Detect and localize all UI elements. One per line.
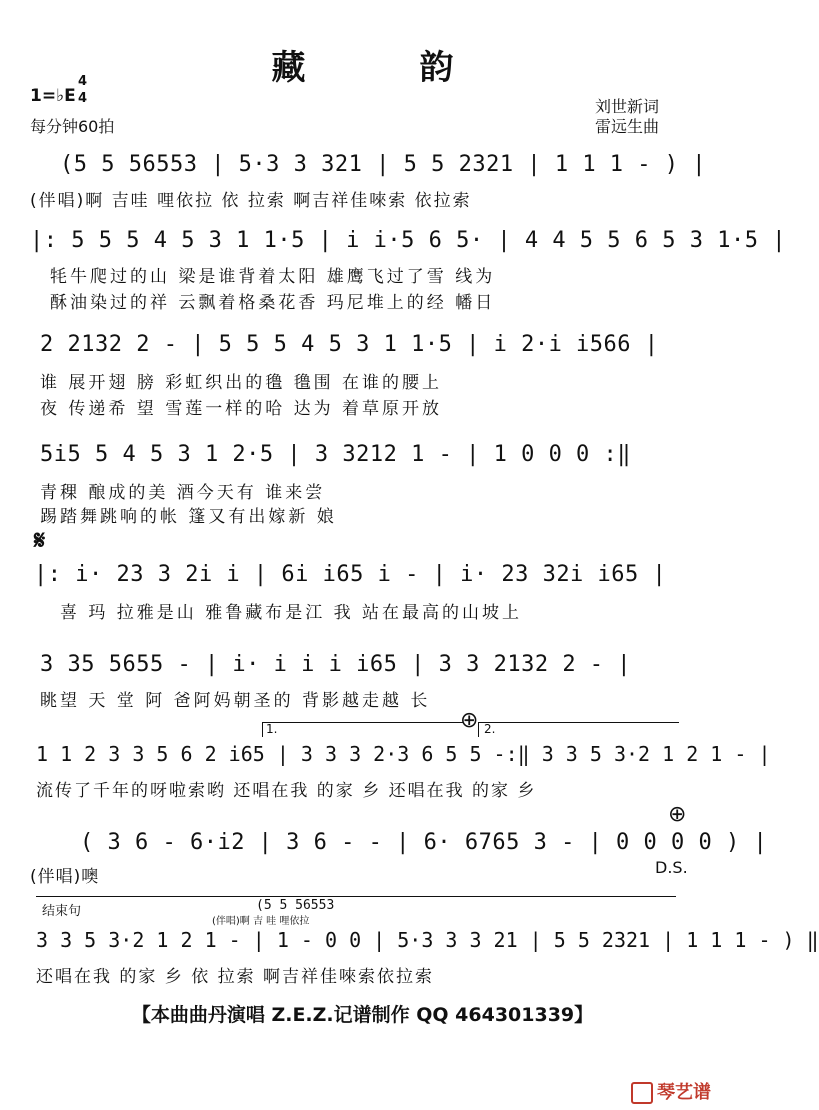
notation-row-3: 2 2132 2 - | 5 5 5 4 5 3 1 1·5 | i 2·i i566 | [40,332,659,357]
lyric-row-2-verse-1: 牦牛爬过的山 梁是谁背着太阳 雄鹰飞过了雪 线为 [50,267,496,287]
first-ending-bracket [262,722,463,737]
lyric-row-7: 流传了千年的呀啦索哟 还唱在我 的家 乡 还唱在我 的家 乡 [36,781,537,801]
lyric-row-4-verse-1: 青稞 酿成的美 酒今天有 谁来尝 [40,483,326,503]
notation-row-2: |: 5 5 5 4 5 3 1 1·5 | i i·5 6 5· | 4 4 5 5 6 5 3 1·5 | [30,228,786,253]
final-section-label: 结束句 [42,904,82,919]
key-signature: 1=♭E [30,86,76,106]
lyric-row-5: 喜 玛 拉雅是山 雅鲁藏布是江 我 站在最高的山坡上 [60,603,523,623]
lyric-row-9: 还唱在我 的家 乡 依 拉索 啊吉祥佳唻索依拉索 [36,967,435,987]
final-pickup-lyrics: (伴唱)啊 吉 哇 哩依拉 [212,916,310,927]
lyric-row-3-verse-1: 谁 展开翅 膀 彩虹织出的氇 氇围 在谁的腰上 [40,373,443,393]
footer-credit: 【本曲曲丹演唱 Z.E.Z.记谱制作 QQ 464301339】 [131,1004,594,1026]
tempo-marking: 每分钟60拍 [30,117,115,136]
lyric-row-2-verse-2: 酥油染过的祥 云飘着格桑花香 玛尼堆上的经 幡日 [50,293,496,313]
dal-segno-mark: D.S. [655,858,688,877]
notation-row-6: 3 35 5655 - | i· i i i i65 | 3 3 2132 2 - | [40,652,632,677]
notation-row-4: 5i5 5 4 5 3 1 2·5 | 3 3212 1 - | 1 0 0 0 :‖ [40,442,632,467]
notation-row-1: (5 5 56553 | 5·3 3 321 | 5 5 2321 | 1 1 1 - ) | [60,152,707,177]
coda-sign-2: ⊕ [668,802,687,827]
logo-text: 琴艺谱 [657,1082,711,1103]
segno-sign: 𝄋 [34,526,46,556]
final-pickup-notes: (5 5 56553 [256,898,335,913]
lyric-row-8: (伴唱)噢 [30,867,100,887]
time-signature-top: 4 [78,74,88,89]
final-section-rule [36,896,676,897]
logo-icon [631,1082,653,1104]
notation-row-5: |: i· 23 3 2i i | 6i i65 i - | i· 23 32i i65 | [34,562,667,587]
lyric-row-1-verse-1: (伴唱)啊 吉哇 哩依拉 依 拉索 啊吉祥佳唻索 依拉索 [30,191,472,211]
notation-row-8: ( 3 6 - 6·i2 | 3 6 - - | 6· 6765 3 - | 0 0 0 0 ) | [80,830,768,855]
second-ending-label: 2. [484,722,496,736]
notation-row-9: 3 3 5 3·2 1 2 1 - | 1 - 0 0 | 5·3 3 3 21 | 5 5 2321 | 1 1 1 - ) ‖ [36,928,819,952]
lyric-row-4-verse-2: 踢踏舞跳响的帐 篷又有出嫁新 娘 [40,507,337,527]
lyric-row-3-verse-2: 夜 传递希 望 雪莲一样的哈 达为 着草原开放 [40,399,443,419]
time-signature-bottom: 4 [78,91,88,106]
page-title: 藏 韵 [271,48,494,88]
coda-sign-1: ⊕ [460,708,479,733]
lyric-row-6: 眺望 天 堂 阿 爸阿妈朝圣的 背影越走越 长 [40,691,431,711]
notation-row-7: 1 1 2 3 3 5 6 2 i65 | 3 3 3 2·3 6 5 5 -:‖ 3 3 5 3·2 1 2 1 - | [36,742,771,766]
first-ending-label: 1. [266,722,278,736]
second-ending-bracket [478,722,679,737]
site-logo [631,1078,711,1104]
composer-credit: 雷远生曲 [595,117,660,136]
lyricist-credit: 刘世新词 [595,97,660,116]
